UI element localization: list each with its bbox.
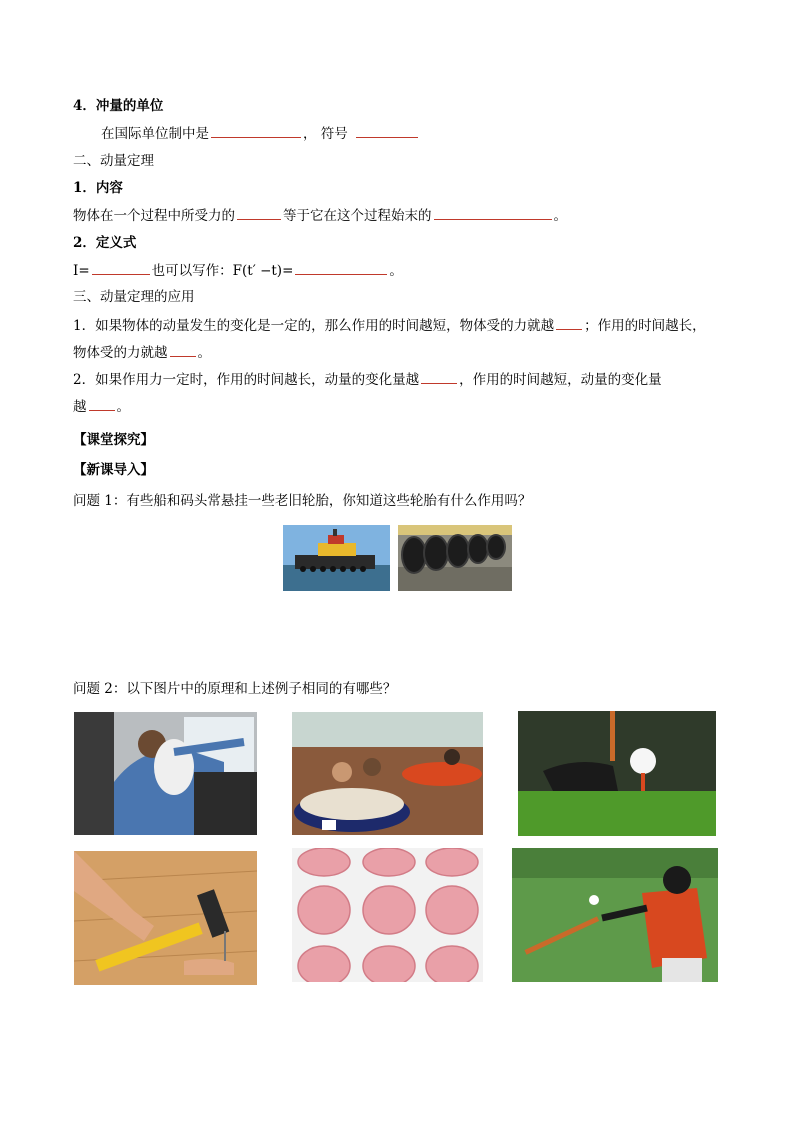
blank-change-large[interactable]	[421, 370, 457, 384]
explore-subheading: 【新课导入】	[73, 462, 154, 478]
blank-formula[interactable]	[295, 261, 387, 275]
explore-heading: 【课堂探究】	[73, 432, 154, 448]
s2-1-title: 1．内容	[73, 180, 123, 196]
s3-title: 三、动量定理的应用	[73, 289, 195, 305]
s4-line: 在国际单位制中是 ， 符号	[101, 124, 420, 143]
blank-unit[interactable]	[211, 124, 301, 138]
s3-1-line1: 1．如果物体的动量发生的变化是一定的，那么作用的时间越短，物体受的力就越 ；作用的时间越长，	[73, 318, 706, 334]
s4-title: 4．冲量的单位	[73, 98, 164, 114]
blank-impulse[interactable]	[92, 261, 150, 275]
s3-1-line2: 物体受的力就越 。	[73, 345, 211, 361]
blank-force-large[interactable]	[556, 316, 582, 330]
golf-image	[518, 711, 716, 836]
hammer-nail-image	[74, 851, 257, 985]
s3-2-line1: 2．如果作用力一定时，作用的时间越长，动量的变化量越 ，作用的时间越短，动量的变化量	[73, 372, 662, 388]
s2-1-content: 物体在一个过程中所受力的 等于它在这个过程始末的 。	[73, 208, 567, 224]
bumper-cars-image	[292, 712, 483, 835]
blank-momentum-change[interactable]	[434, 206, 552, 220]
question-2: 问题 2：以下图片中的原理和上述例子相同的有哪些？	[73, 681, 397, 697]
s3-2-line2: 越 。	[73, 399, 130, 415]
baseball-image	[512, 848, 718, 982]
s2-title: 二、动量定理	[73, 153, 154, 169]
peaches-image	[292, 848, 483, 982]
blank-force[interactable]	[237, 206, 281, 220]
s2-2-formula: I= 也可以写作：F(t′ −t)= 。	[73, 263, 403, 279]
dock-tires-image	[398, 525, 512, 591]
blank-symbol[interactable]	[356, 124, 418, 138]
question-1: 问题 1：有些船和码头常悬挂一些老旧轮胎，你知道这些轮胎有什么作用吗？	[73, 493, 532, 509]
blank-change-small[interactable]	[89, 397, 115, 411]
tugboat-image	[283, 525, 390, 591]
s2-2-title: 2．定义式	[73, 235, 137, 251]
car-airbag-image	[74, 712, 257, 835]
blank-force-small[interactable]	[170, 343, 196, 357]
